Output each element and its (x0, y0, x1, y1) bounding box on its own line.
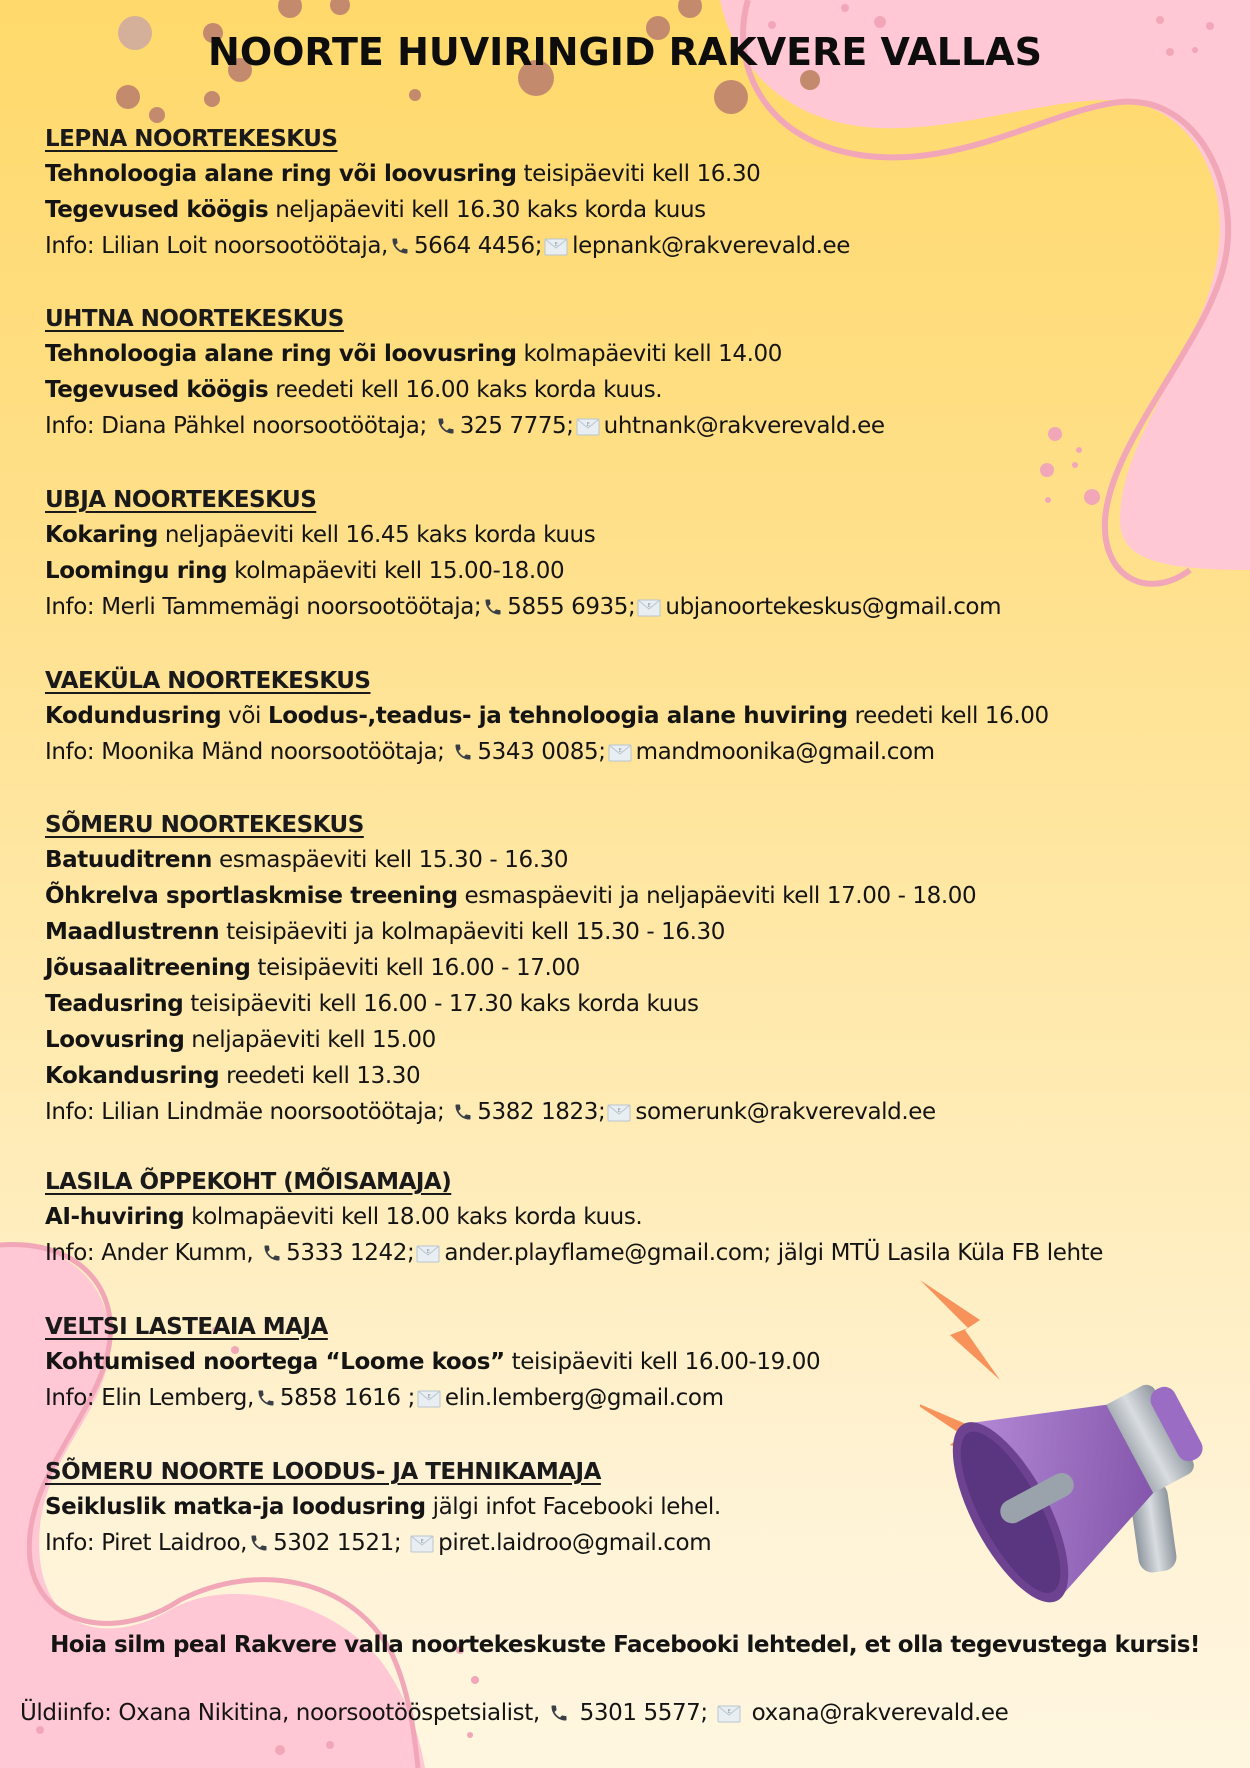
general-phone: 5301 5577; (579, 1700, 715, 1726)
svg-text:E: E (554, 242, 558, 248)
activities-list (45, 1199, 1103, 1235)
activity-line (45, 1058, 976, 1094)
activity-schedule: teisipäeviti kell 16.00 - 17.30 kaks korda kuus (183, 991, 699, 1017)
envelope-icon (717, 1703, 741, 1729)
activity-schedule: esmaspäeviti ja neljapäeviti kell 17.00 - 18.00 (457, 883, 977, 909)
activity-schedule: kolmapäeviti kell 18.00 kaks korda kuus. (184, 1204, 643, 1230)
activity-name: Maadlustrenn (45, 919, 220, 945)
section-heading: SÕMERU NOORTEKESKUS (45, 812, 364, 838)
envelope-icon (544, 231, 568, 267)
phone-icon (390, 231, 410, 267)
contact-person: Info: Merli Tammemägi noorsootöötaja; (45, 594, 482, 620)
general-email[interactable]: oxana@rakverevald.ee (751, 1700, 1009, 1726)
contact-info (45, 589, 1001, 628)
center-section (45, 1165, 1103, 1274)
activity-schedule: reedeti kell 16.00 kaks korda kuus. (268, 377, 663, 403)
activity-name: Loovusring (45, 1027, 185, 1053)
contact-info (45, 408, 885, 447)
activity-schedule: teisipäeviti ja kolmapäeviti kell 15.30 - 16.30 (219, 919, 726, 945)
activity-schedule: kolmapäeviti kell 14.00 (516, 341, 782, 367)
activity-name: Tegevused köögis (45, 197, 269, 223)
activities-list (45, 336, 885, 408)
phone-icon (483, 592, 503, 628)
activity-schedule: reedeti kell 16.00 (847, 703, 1049, 729)
activity-name: Tehnoloogia alane ring või loovusring (45, 341, 517, 367)
activity-name: Loomingu ring (45, 558, 228, 584)
activity-line (45, 336, 885, 372)
activity-name: Seikluslik matka-ja loodusring (45, 1494, 426, 1520)
contact-phone: 5664 4456; (413, 233, 543, 259)
contact-email[interactable]: elin.lemberg@gmail.com (444, 1385, 724, 1411)
center-section (45, 483, 1001, 628)
activity-line (45, 192, 850, 228)
contact-phone: 5302 1521; (273, 1530, 409, 1556)
activity-name: Õhkrelva sportlaskmise treening (45, 883, 458, 909)
section-heading: LEPNA NOORTEKESKUS (45, 126, 338, 152)
section-heading: UBJA NOORTEKESKUS (45, 487, 317, 513)
contact-email[interactable]: somerunk@rakverevald.ee (635, 1099, 936, 1125)
activity-line (45, 986, 976, 1022)
activities-list (45, 156, 850, 228)
activity-schedule: jälgi infot Facebooki lehel. (425, 1494, 721, 1520)
activity-schedule: neljapäeviti kell 16.45 kaks korda kuus (157, 522, 596, 548)
activity-name: Jõusaalitreening (45, 955, 251, 981)
contact-phone: 5858 1616 ; (279, 1385, 415, 1411)
contact-email[interactable]: ander.playflame@gmail.com (444, 1240, 764, 1266)
phone-icon (436, 411, 456, 447)
contact-person: Info: Piret Laidroo, (45, 1530, 248, 1556)
contact-email[interactable]: mandmoonika@gmail.com (635, 739, 935, 765)
lightning-bolt-upper (920, 1280, 1000, 1380)
activity-line (45, 156, 850, 192)
envelope-icon (416, 1238, 440, 1274)
activity-name: Kokaring (45, 522, 158, 548)
activity-line (45, 914, 976, 950)
svg-text:E: E (427, 1394, 431, 1400)
contact-email[interactable]: uhtnank@rakverevald.ee (603, 413, 885, 439)
activity-line (45, 553, 1001, 589)
contact-person: Info: Elin Lemberg, (45, 1385, 254, 1411)
activities-list (45, 842, 976, 1094)
activity-line (45, 698, 1049, 734)
activity-line (45, 1022, 976, 1058)
contact-info (45, 1525, 721, 1564)
svg-text:E: E (426, 1249, 430, 1255)
center-section (45, 122, 850, 267)
envelope-icon (576, 411, 600, 447)
activity-schedule: teisipäeviti kell 16.00-19.00 (504, 1349, 821, 1375)
activity-schedule: reedeti kell 13.30 (219, 1063, 421, 1089)
contact-email[interactable]: ubjanoortekeskus@gmail.com (665, 594, 1002, 620)
activity-name-alt: Loodus-,teadus- ja tehnoloogia alane huviring (267, 703, 848, 729)
activity-schedule: neljapäeviti kell 16.30 kaks korda kuus (268, 197, 706, 223)
section-heading: LASILA ÕPPEKOHT (MÕISAMAJA) (45, 1169, 452, 1195)
phone-icon (262, 1238, 282, 1274)
contact-info (45, 228, 850, 267)
activity-schedule: teisipäeviti kell 16.00 - 17.00 (250, 955, 580, 981)
center-section (45, 1455, 721, 1564)
activity-line (45, 372, 885, 408)
svg-text:E: E (586, 422, 590, 428)
envelope-icon (417, 1383, 441, 1419)
activity-name: Tegevused köögis (45, 377, 269, 403)
svg-text:E: E (618, 748, 621, 754)
phone-icon (453, 1097, 473, 1133)
contact-phone: 5382 1823; (477, 1099, 606, 1125)
contact-note: ; jälgi MTÜ Lasila Küla FB lehte (763, 1240, 1104, 1266)
contact-info (45, 1094, 976, 1133)
center-section (45, 302, 885, 447)
contact-phone: 5333 1242; (286, 1240, 415, 1266)
activities-list (45, 1344, 820, 1380)
envelope-icon (607, 1097, 631, 1133)
activity-name: Kodundusring (45, 703, 222, 729)
contact-phone: 5855 6935; (507, 594, 636, 620)
activity-schedule: kolmapäeviti kell 15.00-18.00 (227, 558, 565, 584)
activity-name: Kohtumised noortega “Loome koos” (45, 1349, 505, 1375)
activity-line (45, 1199, 1103, 1235)
contact-person: Info: Lilian Lindmäe noorsootöötaja; (45, 1099, 452, 1125)
section-heading: SÕMERU NOORTE LOODUS- JA TEHNIKAMAJA (45, 1459, 601, 1485)
section-heading: VAEKÜLA NOORTEKESKUS (45, 668, 371, 694)
contact-person: Info: Ander Kumm, (45, 1240, 261, 1266)
activity-schedule: neljapäeviti kell 15.00 (184, 1027, 436, 1053)
svg-text:E: E (648, 603, 651, 609)
activity-name: Teadusring (45, 991, 184, 1017)
contact-person: Info: Moonika Mänd noorsootöötaja; (45, 739, 452, 765)
contact-phone: 5343 0085; (477, 739, 606, 765)
svg-text:E: E (420, 1539, 424, 1545)
activity-line (45, 1489, 721, 1525)
activities-list (45, 1489, 721, 1525)
page-title: NOORTE HUVIRINGID RAKVERE VALLAS (208, 30, 1042, 74)
center-section (45, 808, 976, 1133)
contact-info (45, 1380, 820, 1419)
envelope-icon (608, 737, 632, 773)
activity-name: AI-huviring (45, 1204, 185, 1230)
contact-email[interactable]: piret.laidroo@gmail.com (438, 1530, 712, 1556)
activity-schedule: esmaspäeviti kell 15.30 - 16.30 (212, 847, 569, 873)
envelope-icon (637, 592, 661, 628)
activities-list (45, 698, 1049, 734)
contact-person: Info: Lilian Loit noorsootöötaja, (45, 233, 388, 259)
envelope-icon (410, 1528, 434, 1564)
activity-name: Batuuditrenn (45, 847, 213, 873)
activities-list (45, 517, 1001, 589)
contact-info (45, 734, 1049, 773)
section-heading: UHTNA NOORTEKESKUS (45, 306, 344, 332)
activity-line (45, 878, 976, 914)
general-info-text: Üldiinfo: Oxana Nikitina, noorsootööspetsialist, (20, 1700, 540, 1726)
footer-note: Hoia silm peal Rakvere valla noortekeskuste Facebooki lehtedel, et olla tegevustega kursis! (50, 1632, 1200, 1658)
activity-line (45, 1344, 820, 1380)
activity-line (45, 517, 1001, 553)
contact-info (45, 1235, 1103, 1274)
center-section (45, 1310, 820, 1419)
activity-name: Kokandusring (45, 1063, 220, 1089)
general-info (20, 1700, 1008, 1729)
phone-icon (453, 737, 473, 773)
svg-text:E: E (617, 1108, 621, 1114)
activity-line (45, 950, 976, 986)
section-heading: VELTSI LASTEAIA MAJA (45, 1314, 328, 1340)
activity-connector: või (221, 703, 268, 729)
activity-line (45, 842, 976, 878)
svg-text:E: E (727, 1709, 731, 1715)
phone-icon (256, 1383, 276, 1419)
contact-email[interactable]: lepnank@rakverevald.ee (572, 233, 851, 259)
contact-person: Info: Diana Pähkel noorsootöötaja; (45, 413, 434, 439)
center-section (45, 664, 1049, 773)
phone-icon (249, 1528, 269, 1564)
megaphone-icon (920, 1270, 1240, 1610)
phone-icon (549, 1703, 569, 1729)
activity-name: Tehnoloogia alane ring või loovusring (45, 161, 517, 187)
activity-schedule: teisipäeviti kell 16.30 (516, 161, 761, 187)
contact-phone: 325 7775; (459, 413, 574, 439)
